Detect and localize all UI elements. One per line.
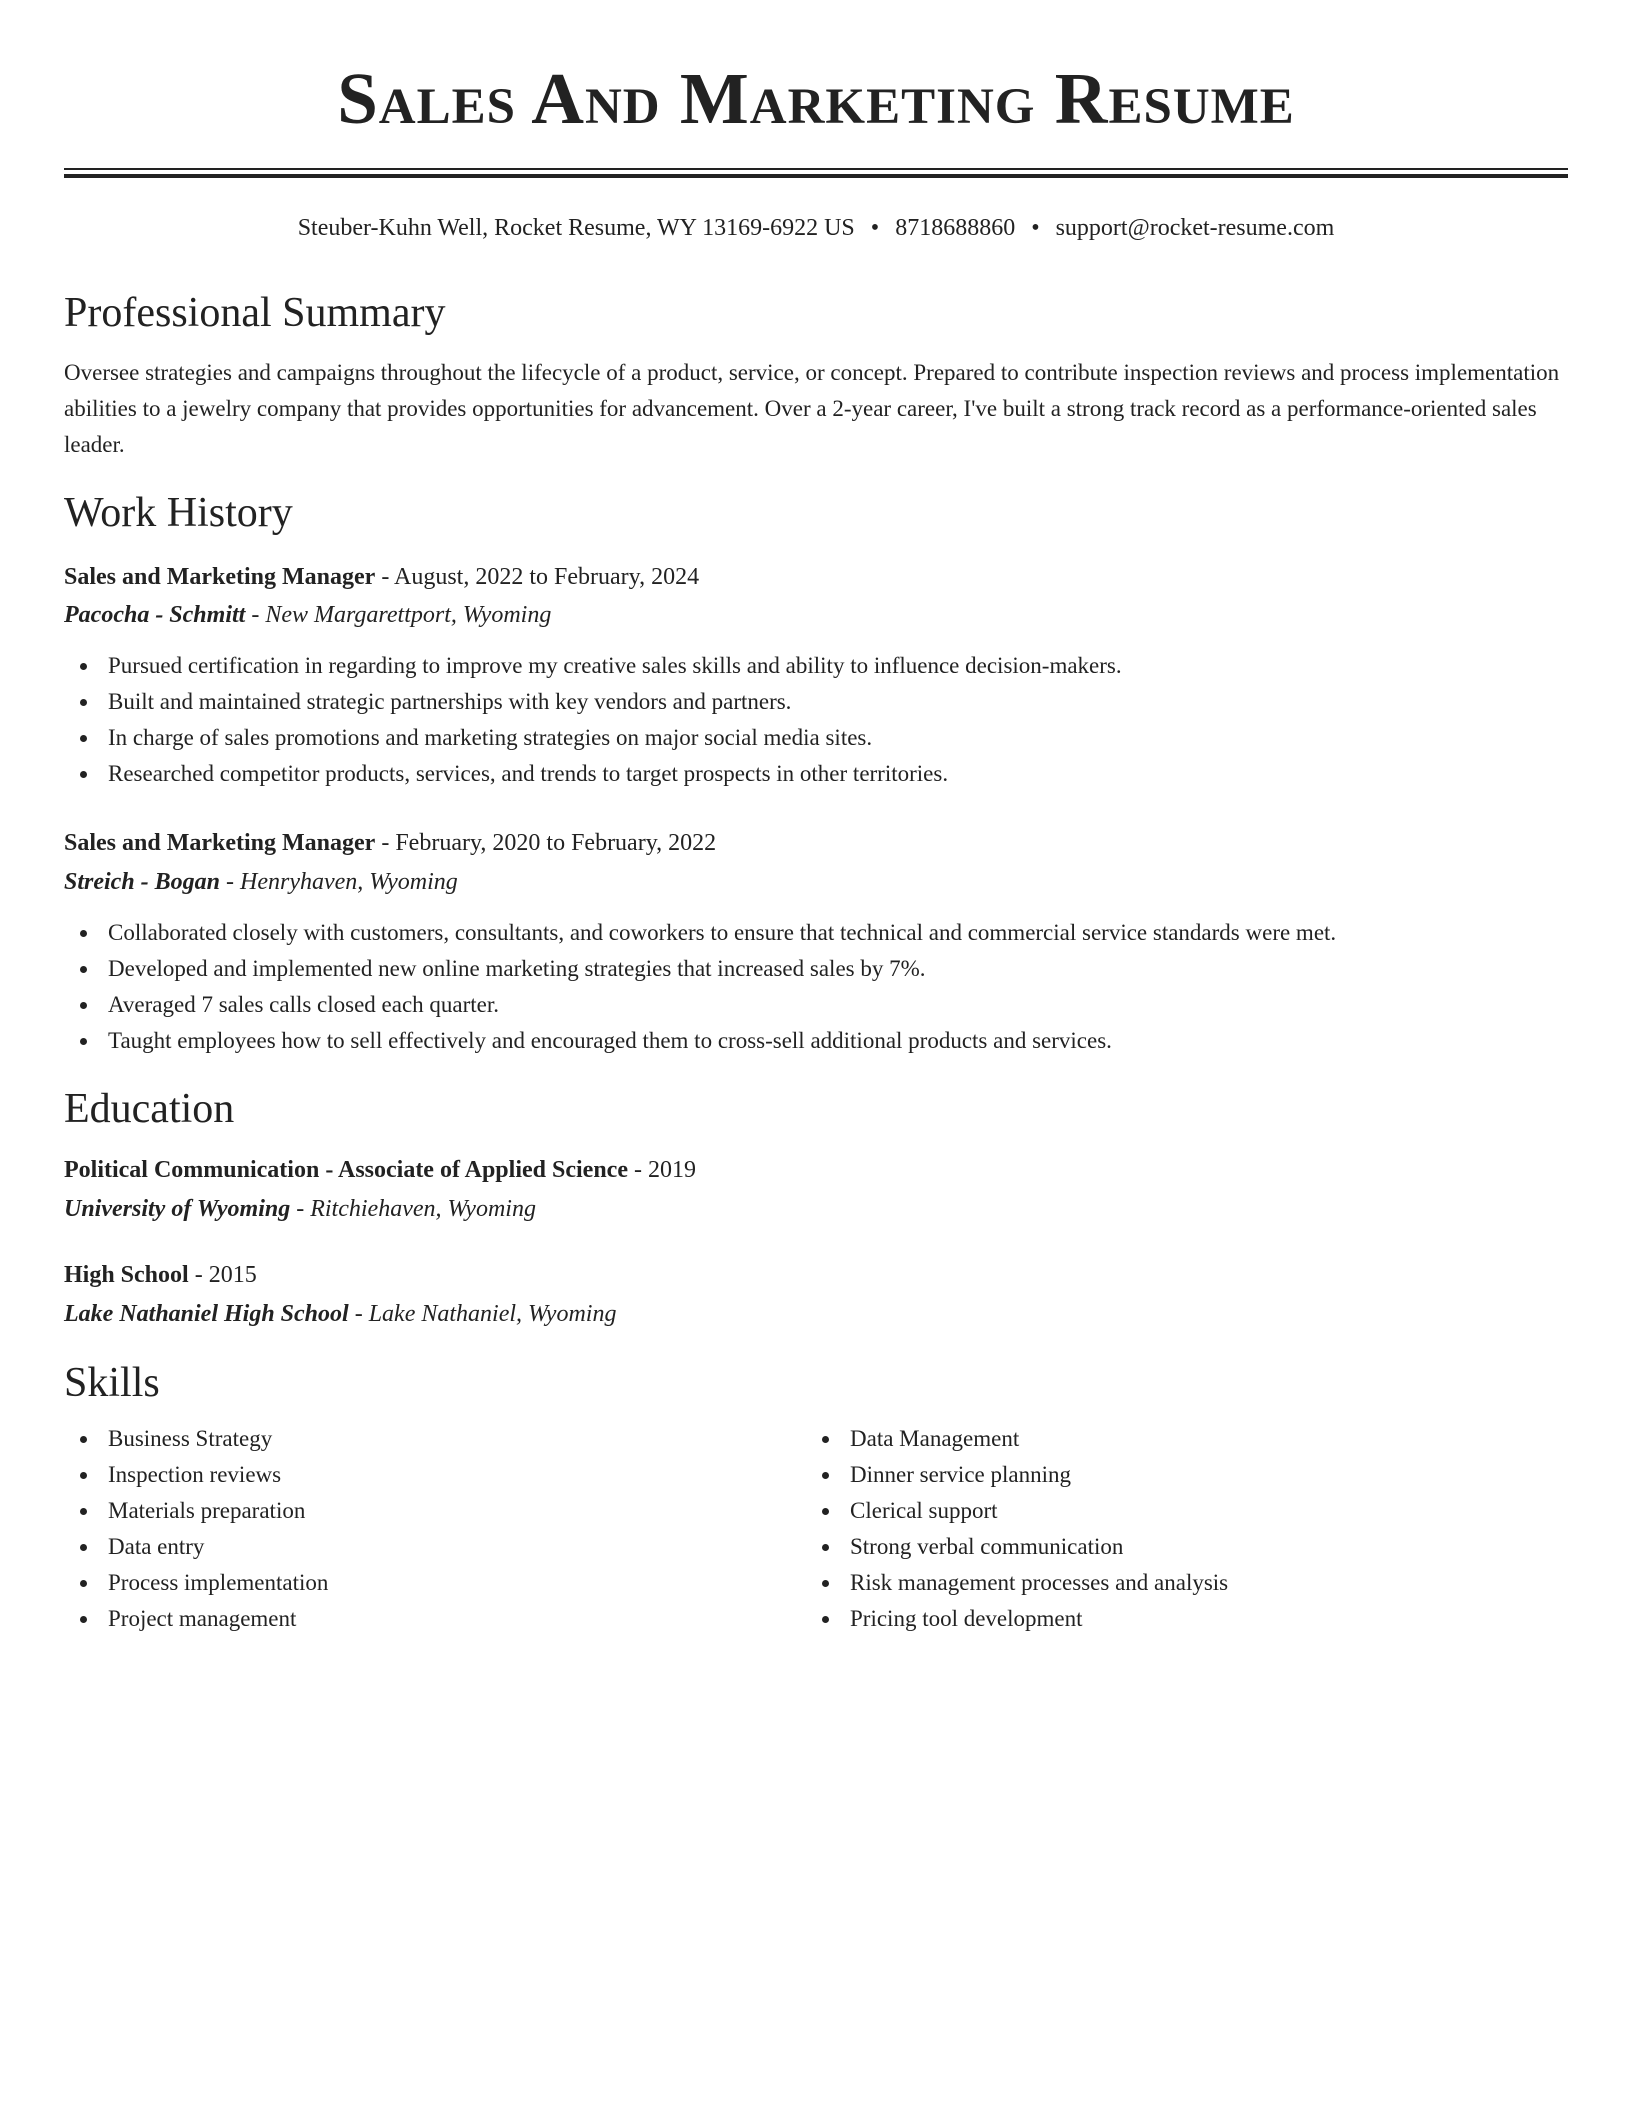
list-item: Built and maintained strategic partnerships with key vendors and partners. [64,684,1568,720]
skill-item: Strong verbal communication [806,1529,1548,1565]
section-heading-education: Education [64,1085,235,1132]
education-entry [64,1156,1568,1224]
contact-email: support@rocket-resume.com [1055,215,1335,241]
job-company: Pacocha - Schmitt [64,602,246,629]
job-location: - Henryhaven, Wyoming [220,868,458,895]
list-item: Taught employees how to sell effectively and encouraged them to cross-sell additional products and services. [64,1023,1568,1059]
list-item: Averaged 7 sales calls closed each quarter. [64,987,1568,1023]
education-degree: High School [64,1261,189,1288]
resume-title: Sales And Marketing Resume [337,58,1295,139]
skill-item: Pricing tool development [806,1601,1548,1637]
education-school: University of Wyoming [64,1195,291,1222]
job-header [64,563,1568,592]
job-employer [64,868,1568,897]
list-item: Collaborated closely with customers, consultants, and coworkers to ensure that technical and commercial service standards were met. [64,915,1568,951]
skills-list [64,1421,1568,1637]
skills-bullets [806,1421,1548,1637]
skills-bullets [64,1421,806,1637]
job-entry [64,829,1568,1059]
education-school: Lake Nathaniel High School [64,1300,349,1327]
education-header [64,1261,1568,1290]
education-year: - 2019 [627,1157,696,1184]
job-employer [64,601,1568,630]
job-title: Sales and Marketing Manager [64,563,376,590]
skill-item: Data entry [64,1529,806,1565]
contact-address: Steuber-Kuhn Well, Rocket Resume, WY 13169-6922 US [297,215,855,241]
education-year: - 2015 [188,1261,257,1288]
skill-item: Dinner service planning [806,1457,1548,1493]
summary-text: Oversee strategies and campaigns throughout the lifecycle of a product, service, or concept. Prepared to contribute inspection reviews and process implementation abilities to a jewelry company that provides opportunities for advancement. Over a 2-year career, I've built a strong track record as a performance-oriented sales leader. [64,360,1560,458]
skill-item: Process implementation [64,1565,806,1601]
job-bullets [64,648,1568,792]
education-institution [64,1195,1568,1224]
list-item: Researched competitor products, services, and trends to target prospects in other territories. [64,756,1568,792]
skill-item: Data Management [806,1421,1548,1457]
education-location: - Ritchiehaven, Wyoming [290,1195,536,1222]
job-bullets [64,915,1568,1059]
job-company: Streich - Bogan [64,868,221,895]
skill-item: Inspection reviews [64,1457,806,1493]
job-header [64,829,1568,858]
section-heading-skills: Skills [64,1360,160,1407]
title-divider [64,168,1568,178]
job-dates: - August, 2022 to February, 2024 [375,563,700,590]
contact-separator: • [1031,215,1040,241]
section-heading-summary: Professional Summary [64,289,446,336]
contact-phone: 8718688860 [895,215,1016,241]
skill-item: Project management [64,1601,806,1637]
contact-line [64,214,1568,243]
job-dates: - February, 2020 to February, 2022 [375,830,717,857]
skills-column-right [806,1421,1548,1637]
skill-item: Materials preparation [64,1493,806,1529]
skill-item: Business Strategy [64,1421,806,1457]
education-institution [64,1300,1568,1329]
job-entry [64,563,1568,793]
contact-separator: • [870,215,880,241]
skill-item: Clerical support [806,1493,1548,1529]
education-degree: Political Communication - Associate of Applied Science [64,1157,628,1184]
list-item: Developed and implemented new online marketing strategies that increased sales by 7%. [64,951,1568,987]
skills-column-left [64,1421,806,1637]
resume-page [64,0,1568,1637]
job-title: Sales and Marketing Manager [64,830,376,857]
job-location: - New Margarettport, Wyoming [245,602,552,629]
skill-item: Risk management processes and analysis [806,1565,1548,1601]
education-entry [64,1261,1568,1329]
list-item: Pursued certification in regarding to improve my creative sales skills and ability to influence decision-makers. [64,648,1568,684]
education-location: - Lake Nathaniel, Wyoming [348,1300,617,1327]
list-item: In charge of sales promotions and marketing strategies on major social media sites. [64,720,1568,756]
section-heading-work-history: Work History [64,490,293,537]
education-header [64,1156,1568,1185]
